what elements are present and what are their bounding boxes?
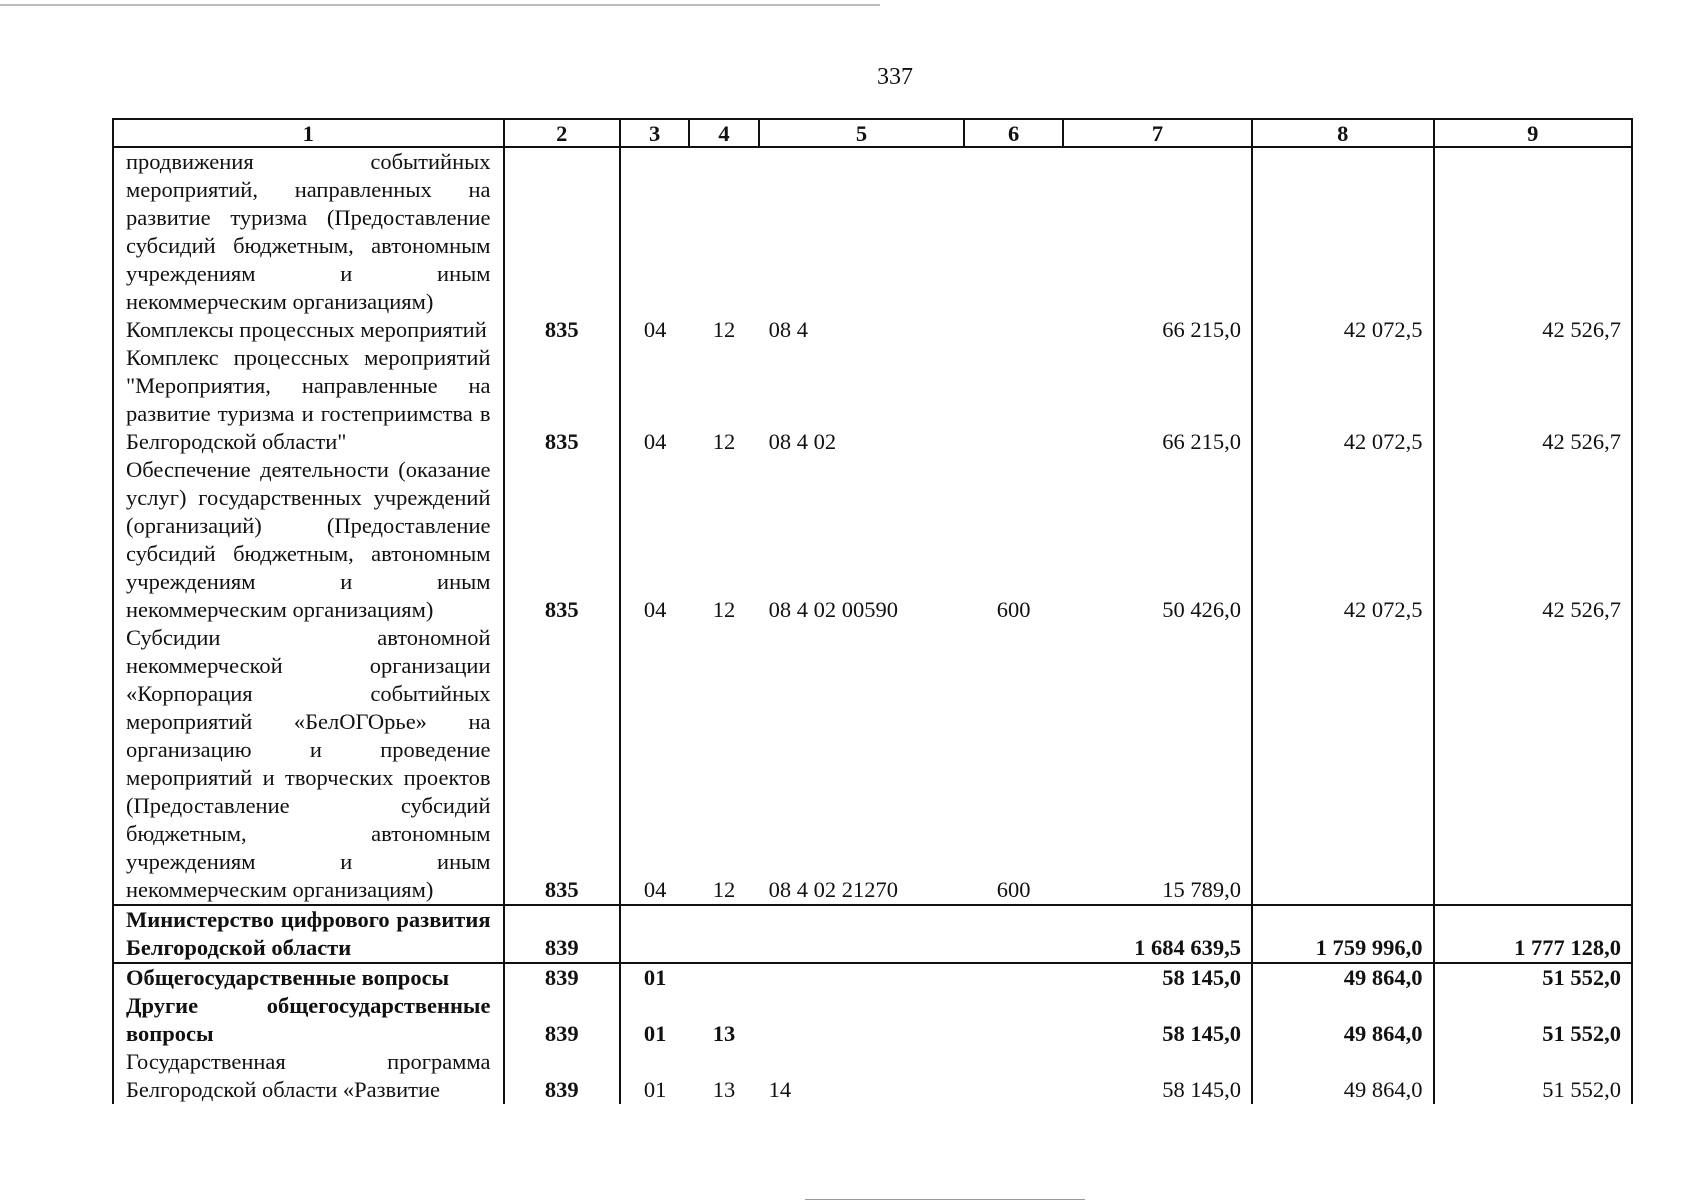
- cell-expense-type: 600: [996, 597, 1031, 622]
- cell-amount-7: [1063, 147, 1252, 316]
- cell-admin-code: 839: [504, 905, 621, 963]
- cell-target-article: [759, 147, 965, 316]
- cell-amount-9: 51 552,0: [1434, 1048, 1632, 1104]
- cell-section: 01: [620, 963, 689, 992]
- cell-admin-code: 835: [504, 344, 621, 456]
- cell-amount-8: [1252, 624, 1434, 905]
- cell-expense-type: [964, 905, 1063, 963]
- cell-subsection: 12: [712, 597, 736, 622]
- table-row: [113, 1048, 1632, 1104]
- table-row: [113, 624, 1632, 905]
- row-name: Другие общегосударственные вопросы: [113, 992, 504, 1048]
- cell-amount-8: 49 864,0: [1252, 992, 1434, 1048]
- cell-expense-type: 600: [996, 877, 1031, 902]
- column-header-8: 8: [1252, 119, 1434, 147]
- cell-amount-8: 42 072,5: [1252, 344, 1434, 456]
- column-header-2: 2: [504, 119, 621, 147]
- cell-subsection: [689, 905, 758, 963]
- cell-amount-7: 50 426,0: [1063, 456, 1252, 624]
- cell-target-article: 08 4 02: [768, 429, 837, 454]
- table-row: [113, 905, 1632, 963]
- cell-amount-7: 66 215,0: [1063, 344, 1252, 456]
- cell-amount-9: 1 777 128,0: [1434, 905, 1632, 963]
- cell-subsection: 12: [712, 317, 736, 342]
- cell-section: 04: [643, 317, 667, 342]
- cell-amount-8: 49 864,0: [1252, 963, 1434, 992]
- cell-amount-9: 42 526,7: [1434, 344, 1632, 456]
- cell-subsection: 13: [712, 1077, 736, 1102]
- column-header-1: 1: [113, 119, 504, 147]
- table-row: [113, 992, 1632, 1048]
- cell-amount-7: 58 145,0: [1063, 992, 1252, 1048]
- cell-expense-type: [964, 1048, 1063, 1104]
- cell-target-article: 08 4 02 21270: [768, 877, 898, 902]
- cell-amount-8: 42 072,5: [1252, 316, 1434, 344]
- cell-amount-9: [1434, 624, 1632, 905]
- row-name: Комплекс процессных мероприятий "Мероприятия, направленные на развитие туризма и гостеприимства в Белгородской области": [113, 344, 504, 456]
- cell-section: [620, 147, 689, 316]
- column-header-9: 9: [1434, 119, 1632, 147]
- cell-admin-code: [504, 147, 621, 316]
- row-name: Общегосударственные вопросы: [113, 963, 504, 992]
- column-header-4: 4: [689, 119, 758, 147]
- table-row: [113, 963, 1632, 992]
- cell-target-article: 14: [768, 1077, 792, 1102]
- cell-subsection: 13: [712, 1021, 736, 1046]
- scan-edge-line: [0, 4, 880, 6]
- column-header-6: 6: [964, 119, 1063, 147]
- table-row: [113, 456, 1632, 624]
- table-row: [113, 344, 1632, 456]
- cell-admin-code: 835: [504, 316, 621, 344]
- column-header-5: 5: [759, 119, 965, 147]
- cell-amount-7: 66 215,0: [1063, 316, 1252, 344]
- cell-subsection: 12: [712, 429, 736, 454]
- row-name: продвижения событийных мероприятий, направленных на развитие туризма (Предоставление субсидий бюджетным, автономным учреждениям и иным некоммерческим организациям): [113, 147, 504, 316]
- cell-amount-9: 42 526,7: [1434, 456, 1632, 624]
- cell-amount-7: 58 145,0: [1063, 963, 1252, 992]
- cell-section: 04: [643, 597, 667, 622]
- cell-section: 01: [643, 1077, 667, 1102]
- cell-target-article: [759, 992, 965, 1048]
- cell-subsection: [689, 147, 758, 316]
- cell-amount-9: 51 552,0: [1434, 992, 1632, 1048]
- row-name: Субсидии автономной некоммерческой организации «Корпорация событийных мероприятий «БелОГОрье» на организацию и проведение мероприятий и творческих проектов (Предоставление субсидий бюджетным, автономным учреждениям и иным некоммерческим организациям): [113, 624, 504, 905]
- cell-expense-type: [964, 316, 1063, 344]
- cell-admin-code: 835: [504, 624, 621, 905]
- cell-target-article: [759, 963, 965, 992]
- cell-expense-type: [964, 992, 1063, 1048]
- column-header-7: 7: [1063, 119, 1252, 147]
- cell-amount-8: 42 072,5: [1252, 456, 1434, 624]
- row-name: Комплексы процессных мероприятий: [113, 316, 504, 344]
- table-header: [113, 119, 1632, 147]
- cell-amount-7: 1 684 639,5: [1063, 905, 1252, 963]
- column-header-3: 3: [620, 119, 689, 147]
- cell-section: [620, 905, 689, 963]
- cell-expense-type: [964, 963, 1063, 992]
- cell-expense-type: [964, 147, 1063, 316]
- cell-amount-9: [1434, 147, 1632, 316]
- cell-amount-9: 51 552,0: [1434, 963, 1632, 992]
- cell-amount-7: 58 145,0: [1063, 1048, 1252, 1104]
- page-number: 337: [877, 64, 913, 90]
- budget-table: [112, 118, 1633, 1104]
- cell-amount-8: 49 864,0: [1252, 1048, 1434, 1104]
- cell-target-article: 08 4 02 00590: [768, 597, 898, 622]
- table-row: [113, 147, 1632, 316]
- cell-section: 01: [643, 1021, 667, 1046]
- cell-subsection: [689, 963, 758, 992]
- cell-admin-code: 839: [504, 963, 621, 992]
- row-name: Министерство цифрового развития Белгородской области: [113, 905, 504, 963]
- cell-admin-code: 839: [504, 1048, 621, 1104]
- cell-amount-8: 1 759 996,0: [1252, 905, 1434, 963]
- cell-section: 04: [643, 877, 667, 902]
- row-name: Государственная программа Белгородской области «Развитие: [113, 1048, 504, 1104]
- cell-amount-7: 15 789,0: [1063, 624, 1252, 905]
- cell-admin-code: 835: [504, 456, 621, 624]
- cell-expense-type: [964, 344, 1063, 456]
- cell-amount-8: [1252, 147, 1434, 316]
- cell-target-article: 08 4: [768, 317, 808, 342]
- cell-subsection: 12: [712, 877, 736, 902]
- row-name: Обеспечение деятельности (оказание услуг) государственных учреждений (организаций) (Предоставление субсидий бюджетным, автономным учреждениям и иным некоммерческим организациям): [113, 456, 504, 624]
- cell-admin-code: 839: [504, 992, 621, 1048]
- cell-amount-9: 42 526,7: [1434, 316, 1632, 344]
- cell-section: 04: [643, 429, 667, 454]
- table-row: [113, 316, 1632, 344]
- cell-target-article: [759, 905, 965, 963]
